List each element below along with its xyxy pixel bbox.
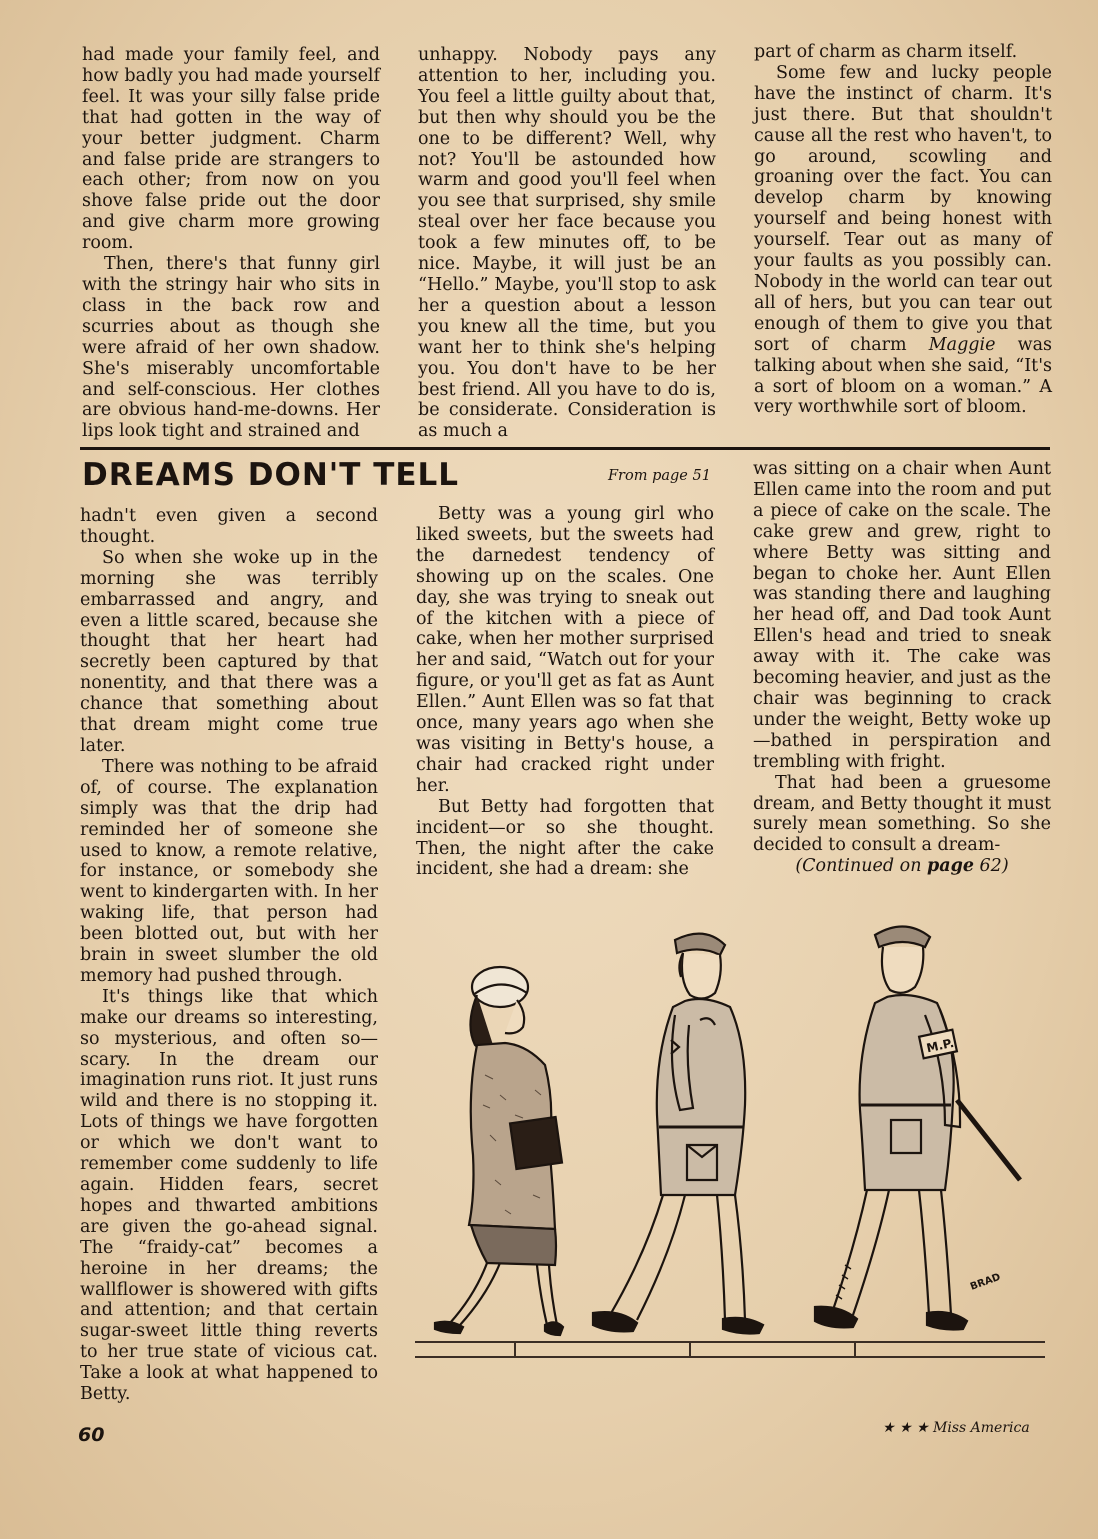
paragraph: had made your family feel, and how badly you had made yourself feel. It was your silly false pride that had gotten in the way of your better judgment. Charm and false pride are strangers to each other; from now on you shove false pride out the door and give charm more growing room. bbox=[82, 45, 380, 254]
paragraph: That had been a gruesome dream, and Betty thought it must surely mean something. So she decided to consult a dream- bbox=[753, 772, 1051, 856]
paragraph: So when she woke up in the morning she was terribly embarrassed and angry, and even a little scared, because she thought that her heart had secretly been captured by that nonentity, and that there was a chance that something about that dream might come true later. bbox=[80, 547, 378, 756]
paragraph: It's things like that which make our dreams so interesting, so mysterious, and often so—scary. In the dream our imagination runs riot. It just runs wild and there is no stopping it. Lots of things we have forgotten or which we don't want to remember come suddenly to life again. Hidden fears, secret hopes and thwarted ambitions are given the go-ahead signal. The “fraidy-cat” becomes a heroine in her dreams; the wallflower is showered with gifts and attention; and that certain sugar-sweet little thing reverts to her true state of vicious cat. Take a look at what happened to Betty. bbox=[80, 986, 378, 1405]
mp-armband-text: M.P. bbox=[925, 1035, 956, 1056]
article-headline: DREAMS DON'T TELL bbox=[82, 457, 460, 493]
artist-signature: BRAD bbox=[968, 1271, 1003, 1293]
sidewalk bbox=[415, 1342, 1045, 1357]
text-segment: was talking about when she said, “It's a sort of bloom on a woman.” A very worthwhile sort of bloom. bbox=[754, 334, 1052, 418]
continued-number: 62) bbox=[973, 856, 1009, 877]
section-divider bbox=[80, 447, 1050, 450]
paragraph: There was nothing to be afraid of, of course. The explanation simply was that the drip had reminded her of someone she used to know, a remote relative, for instance, or somebody she went to kindergarten with. In her waking life, that person had been blotted out, but with her brain in sweet slumber the old memory had pushed through. bbox=[80, 756, 378, 986]
paragraph: hadn't even given a second thought. bbox=[80, 506, 378, 547]
illustration-woman-soldier-mp bbox=[405, 895, 1055, 1375]
stars-icon: ★ ★ ★ bbox=[882, 1420, 929, 1436]
mp-figure bbox=[815, 926, 1020, 1329]
paragraph: unhappy. Nobody pays any attention to her, including you. You feel a little guilty about that, but then why should you be the one to be different? Well, why not? You'll be astounded how warm and good you'll feel when you see that surprised, shy smile steal over her face because you took a few minutes off, to be nice. Maybe, it will just be an “Hello.” Maybe, you'll stop to ask her a question about a lesson you knew all the time, but you want her to think she's helping you. You don't have to be her best friend. All you have to do is, be considerate. Consideration is as much a bbox=[418, 45, 716, 442]
paragraph: Then, there's that funny girl with the stringy hair who sits in class in the back row and scurries about as though she were afraid of her own shadow. She's miserably uncomfortable and self-conscious. Her clothes are obvious hand-me-downs. Her lips look tight and strained and bbox=[82, 254, 380, 442]
article-column-1 bbox=[80, 506, 378, 1405]
continued-note bbox=[753, 856, 1051, 877]
top-column-3 bbox=[754, 42, 1052, 418]
top-column-1 bbox=[82, 45, 380, 442]
article-column-3 bbox=[753, 459, 1051, 877]
top-column-2 bbox=[418, 45, 716, 442]
paragraph: But Betty had forgotten that incident—or so she thought. Then, the night after the cake incident, she had a dream: she bbox=[416, 796, 714, 880]
paragraph: part of charm as charm itself. bbox=[754, 42, 1018, 62]
paragraph: Betty was a young girl who liked sweets, but the sweets had the darnedest tendency of showing up on the scales. One day, she was trying to sneak out of the kitchen with a piece of cake, when her mother surprised her and said, “Watch out for your figure, or you'll get as fat as Aunt Ellen.” Aunt Ellen was so fat that once, many years ago when she was visiting in Betty's house, a chair had cracked right under her. bbox=[416, 504, 714, 796]
article-column-2 bbox=[416, 504, 714, 880]
continued-page-word: page bbox=[927, 856, 974, 877]
paragraph bbox=[754, 63, 1052, 418]
continued-prefix: (Continued on bbox=[795, 856, 928, 877]
paragraph: was sitting on a chair when Aunt Ellen came into the room and put a piece of cake on the scale. The cake grew and grew, right to where Betty was sitting and began to choke her. Aunt Ellen was standing there and laughing her head off, and Dad took Aunt Ellen's head and tried to sneak away with it. The cake was becoming heavier, and just as the chair was beginning to crack under the weight, Betty woke up—bathed in perspiration and trembling with fright. bbox=[753, 459, 1051, 772]
soldier-figure bbox=[593, 934, 763, 1334]
page-number: 60 bbox=[78, 1424, 105, 1446]
emphasis-maggie: Maggie bbox=[928, 334, 996, 355]
woman-figure bbox=[435, 967, 563, 1335]
magazine-name: Miss America bbox=[933, 1420, 1030, 1436]
magazine-footer bbox=[882, 1420, 1030, 1436]
text-segment: Some few and lucky people have the instinct of charm. It's just there. But that shouldn't cause all the rest who haven't, to go around, scowling and groaning over the fact. You can develop charm by knowing yourself and being honest with yourself. Tear out as many of your faults as you possibly can. Nobody in the world can tear out all of hers, but you can tear out enough of them to give you that sort of charm bbox=[754, 62, 1052, 355]
from-page-note: From page 51 bbox=[608, 468, 711, 484]
